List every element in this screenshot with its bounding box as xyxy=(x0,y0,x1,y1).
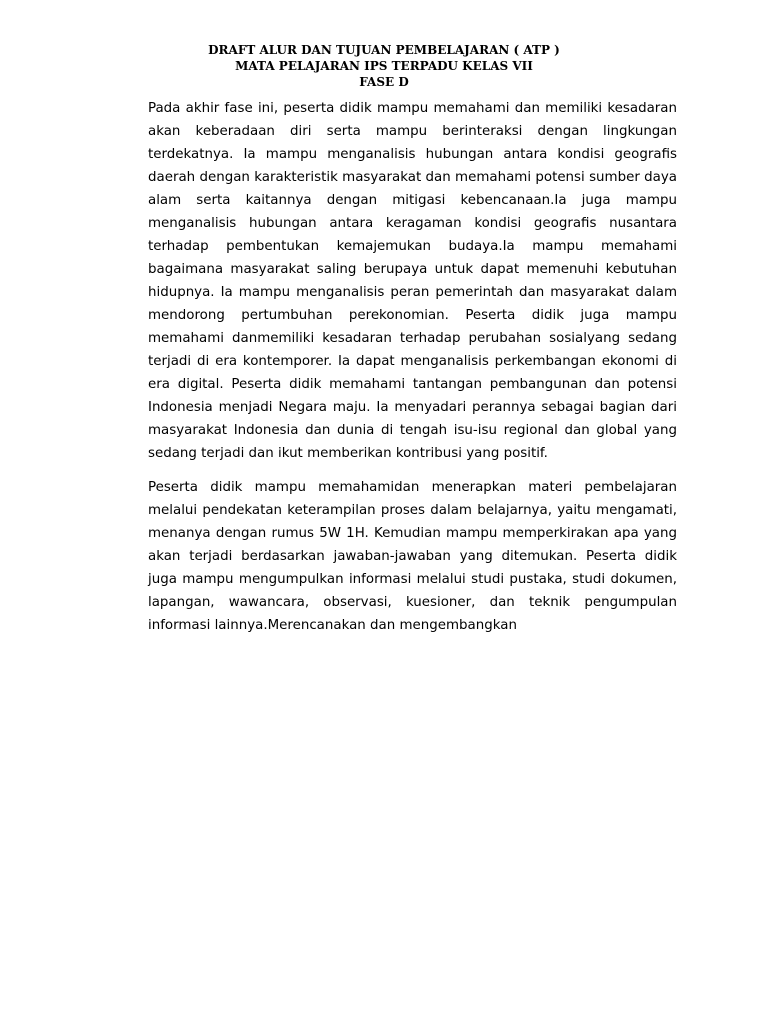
paragraph-2: Peserta didik mampu memahamidan menerapkan materi pembelajaran melalui pendekatan keterampilan proses dalam belajarnya, yaitu mengamati, menanya dengan rumus 5W 1H. Kemudian mampu memperkirakan apa yang akan terjadi berdasarkan jawaban-jawaban yang ditemukan. Peserta didik juga mampu mengumpulkan informasi melalui studi pustaka, studi dokumen, lapangan, wawancara, observasi, kuesioner, dan teknik pengumpulan informasi lainnya.Merencanakan dan mengembangkan xyxy=(148,480,677,633)
heading-title: DRAFT ALUR DAN TUJUAN PEMBELAJARAN ( ATP ) xyxy=(208,43,560,57)
document-body xyxy=(148,97,677,637)
heading-phase: FASE D xyxy=(359,75,409,89)
paragraph-1: Pada akhir fase ini, peserta didik mampu memahami dan memiliki kesadaran akan keberadaan diri serta mampu berinteraksi dengan lingkungan terdekatnya. Ia mampu menganalisis hubungan antara kondisi geografis daerah dengan karakteristik masyarakat dan memahami potensi sumber daya alam serta kaitannya dengan mitigasi kebencanaan.Ia juga mampu menganalisis hubungan antara keragaman kondisi geografis nusantara terhadap pembentukan kemajemukan budaya.Ia mampu memahami bagaimana masyarakat saling berupaya untuk dapat memenuhi kebutuhan hidupnya. Ia mampu menganalisis peran pemerintah dan masyarakat dalam mendorong pertumbuhan perekonomian. Peserta didik juga mampu memahami danmemiliki kesadaran terhadap perubahan sosialyang sedang terjadi di era kontemporer. Ia dapat menganalisis perkembangan ekonomi di era digital. Peserta didik memahami tantangan pembangunan dan potensi Indonesia menjadi Negara maju. Ia menyadari perannya sebagai bagian dari masyarakat Indonesia dan dunia di tengah isu-isu regional dan global yang sedang terjadi dan ikut memberikan kontribusi yang positif. xyxy=(148,101,677,461)
heading-subject: MATA PELAJARAN IPS TERPADU KELAS VII xyxy=(235,59,533,73)
document-heading xyxy=(100,42,668,90)
